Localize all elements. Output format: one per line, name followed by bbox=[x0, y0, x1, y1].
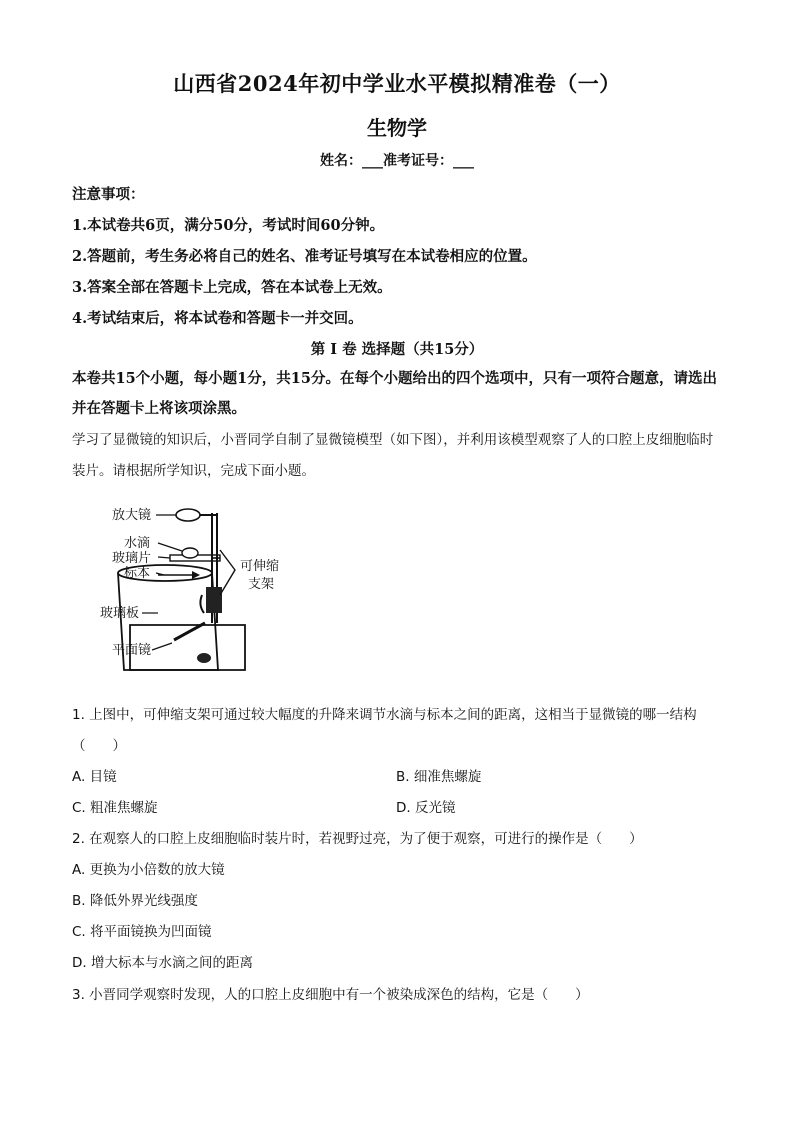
question-2-option-d[interactable]: D. 增大标本与水滴之间的距离 bbox=[72, 955, 253, 971]
question-2-option-c[interactable]: C. 将平面镜换为凹面镜 bbox=[72, 924, 212, 940]
label-plane-mirror: 平面镜 bbox=[112, 643, 152, 658]
label-specimen: 标本 bbox=[124, 566, 151, 581]
notice-item-1: 1.本试卷共6页，满分50分，考试时间60分钟。 bbox=[72, 217, 385, 234]
label-magnifier: 放大镜 bbox=[112, 508, 152, 523]
question-3-stem: 3. 小晋同学观察时发现，人的口腔上皮细胞中有一个被染成深色的结构，它是（ ） bbox=[72, 987, 589, 1003]
question-2-stem: 2. 在观察人的口腔上皮细胞临时装片时，若视野过亮，为了便于观察，可进行的操作是（ ） bbox=[72, 831, 643, 847]
question-2-option-a[interactable]: A. 更换为小倍数的放大镜 bbox=[72, 862, 225, 878]
question-1-option-d[interactable]: D. 反光镜 bbox=[396, 800, 456, 816]
question-1-option-b[interactable]: B. 细准焦螺旋 bbox=[396, 769, 482, 785]
question-2-option-b[interactable]: B. 降低外界光线强度 bbox=[72, 893, 198, 909]
notice-item-4: 4.考试结束后，将本试卷和答题卡一并交回。 bbox=[72, 310, 363, 327]
question-1-stem: 1. 上图中，可伸缩支架可通过较大幅度的升降来调节水滴与标本之间的距离，这相当于显微镜的哪一结构 bbox=[72, 707, 697, 723]
notice-item-2: 2.答题前，考生务必将自己的姓名、准考证号填写在本试卷相应的位置。 bbox=[72, 248, 537, 265]
notice-heading: 注意事项： bbox=[72, 186, 145, 203]
exam-title: 山西省2024年初中学业水平模拟精准卷（一） bbox=[173, 71, 621, 96]
question-1-option-c[interactable]: C. 粗准焦螺旋 bbox=[72, 800, 158, 816]
label-glass-slide: 玻璃片 bbox=[112, 551, 152, 566]
question-1-blank: （ ） bbox=[72, 738, 126, 754]
name-id-line: 姓名：___准考证号：___ bbox=[320, 153, 474, 169]
label-support-2: 支架 bbox=[248, 577, 275, 592]
magnifier-lens bbox=[176, 509, 200, 521]
section-title: 第 I 卷 选择题（共15分） bbox=[310, 341, 484, 358]
question-1-option-a[interactable]: A. 目镜 bbox=[72, 769, 117, 785]
label-glass-plate: 玻璃板 bbox=[100, 606, 140, 621]
microscope-model-diagram bbox=[100, 495, 320, 685]
question-context: 学习了显微镜的知识后，小晋同学自制了显微镜模型（如下图），并利用该模型观察了人的口腔上皮细胞临时装片。请根据所学知识，完成下面小题。 bbox=[72, 432, 714, 479]
label-support-1: 可伸缩 bbox=[240, 559, 280, 574]
section-instructions: 本卷共15个小题，每小题1分，共15分。在每个小题给出的四个选项中，只有一项符合题意，请选出并在答题卡上将该项涂黑。 bbox=[72, 370, 717, 417]
notice-item-3: 3.答案全部在答题卡上完成，答在本试卷上无效。 bbox=[72, 279, 392, 296]
exam-subject: 生物学 bbox=[367, 116, 427, 140]
label-water-drop: 水滴 bbox=[124, 536, 151, 551]
